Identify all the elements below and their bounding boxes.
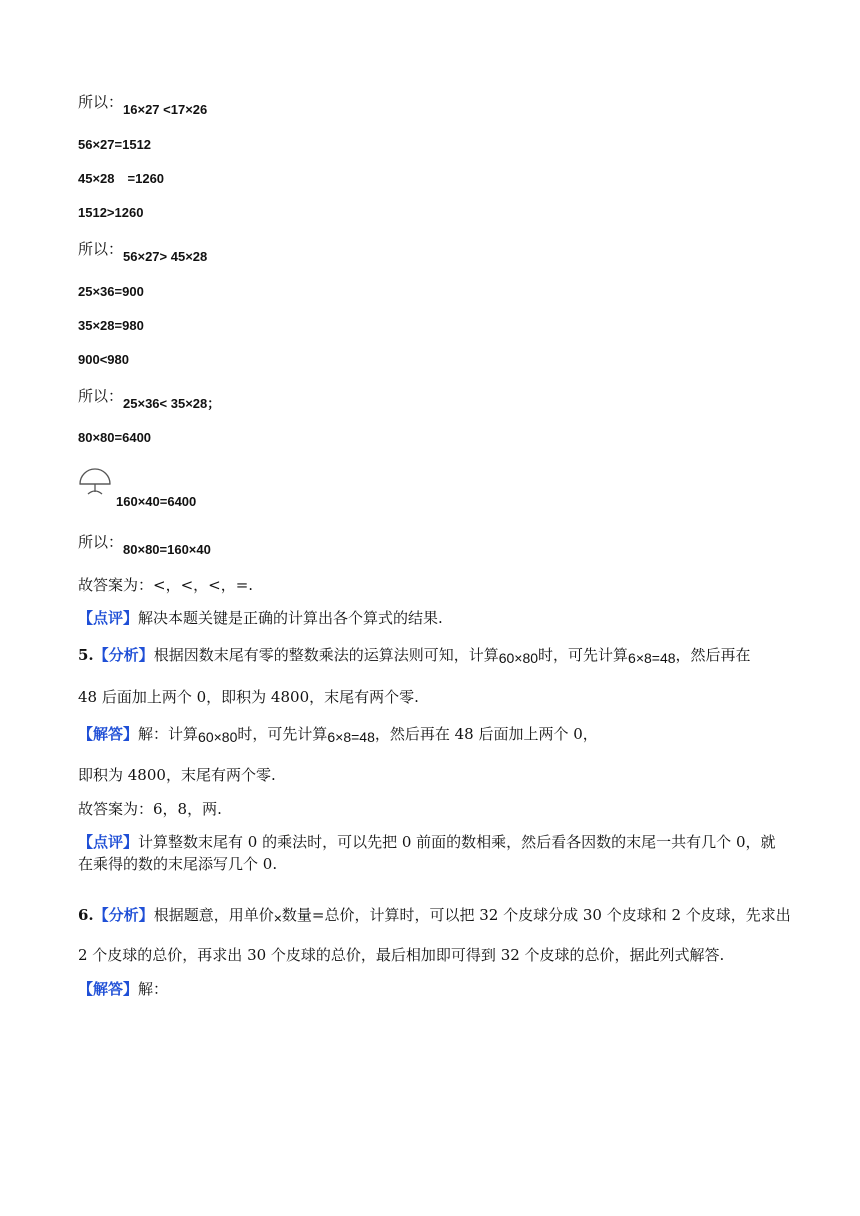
comment-tag: 【点评】 — [78, 833, 139, 851]
analysis-text: 时，可先计算 — [538, 646, 629, 664]
q5-solution-cont: 即积为 4800，末尾有两个零. — [78, 766, 276, 784]
comparison-expr: 56×27> 45×28 — [123, 249, 208, 264]
question-number: 6. — [78, 906, 94, 924]
comment-text: 解决本题关键是正确的计算出各个算式的结果. — [138, 609, 443, 627]
calc-line: 35×28=980 — [78, 318, 144, 333]
q4-answer: 故答案为：<，<，<，=. — [78, 576, 254, 594]
comparison-expr: 80×80=160×40 — [123, 542, 211, 557]
q5-answer: 故答案为：6，8，两. — [78, 800, 222, 818]
solution-tag: 【解答】 — [78, 725, 139, 743]
analysis-text: 根据因数末尾有零的整数乘法的运算法则可知，计算 — [153, 646, 499, 664]
analysis-tag: 【分析】 — [93, 646, 154, 664]
q6-analysis — [78, 905, 791, 925]
solution-text: ，然后再在 48 后面加上两个 0， — [374, 725, 598, 743]
solution-tag: 【解答】 — [78, 980, 139, 998]
line-1 — [78, 92, 208, 117]
analysis-text: ，然后再在 — [675, 646, 751, 664]
q5-solution — [78, 724, 598, 744]
so-label: 所以： — [78, 93, 124, 111]
calc-line: 45×28 =1260 — [78, 171, 165, 186]
calc-line: 56×27=1512 — [78, 137, 152, 152]
calc-line: 1512>1260 — [78, 205, 144, 220]
q6-solution — [78, 979, 168, 999]
comparison-expr: 25×36< 35×28； — [123, 396, 221, 411]
math-expr: 60×80 — [498, 650, 539, 666]
math-expr: 6×8=48 — [628, 650, 676, 666]
question-number: 5. — [78, 646, 94, 664]
q5-analysis-cont: 48 后面加上两个 0，即积为 4800，末尾有两个零. — [78, 688, 419, 706]
analysis-text: 根据题意，用单价 — [153, 906, 274, 924]
q5-analysis — [78, 645, 751, 665]
line-5 — [78, 239, 208, 264]
analysis-tag: 【分析】 — [93, 906, 154, 924]
times-sign: × — [273, 910, 282, 926]
calc-line: 900<980 — [78, 352, 129, 367]
q4-comment — [78, 608, 443, 628]
solution-text: 解： — [138, 980, 169, 998]
comment-tag: 【点评】 — [78, 609, 139, 627]
math-expr: 60×80 — [198, 729, 238, 745]
analysis-text: 数量=总价，计算时，可以把 32 个皮球分成 30 个皮球和 2 个皮球，先求出 — [281, 906, 791, 924]
q5-comment — [78, 831, 790, 875]
line-9 — [78, 386, 221, 411]
math-expr: 6×8=48 — [327, 729, 375, 745]
so-label: 所以： — [78, 533, 124, 551]
lamp-icon — [78, 466, 114, 498]
solution-text: 时，可先计算 — [237, 725, 328, 743]
comment-text: 计算整数末尾有 0 的乘法时，可以先把 0 前面的数相乘，然后看各因数的末尾一共有几个 0，就在乘得的数的末尾添写几个 0. — [78, 833, 776, 873]
calc-line: 80×80=6400 — [78, 430, 152, 445]
calc-line: 160×40=6400 — [116, 494, 197, 509]
calc-line: 25×36=900 — [78, 284, 144, 299]
so-label: 所以： — [78, 387, 124, 405]
solution-text: 解：计算 — [138, 725, 199, 743]
comparison-expr: 16×27 <17×26 — [123, 102, 208, 117]
line-12 — [78, 532, 211, 557]
so-label: 所以： — [78, 240, 124, 258]
q6-analysis-cont: 2 个皮球的总价，再求出 30 个皮球的总价，最后相加即可得到 32 个皮球的总价，据此列式解答. — [78, 946, 725, 964]
